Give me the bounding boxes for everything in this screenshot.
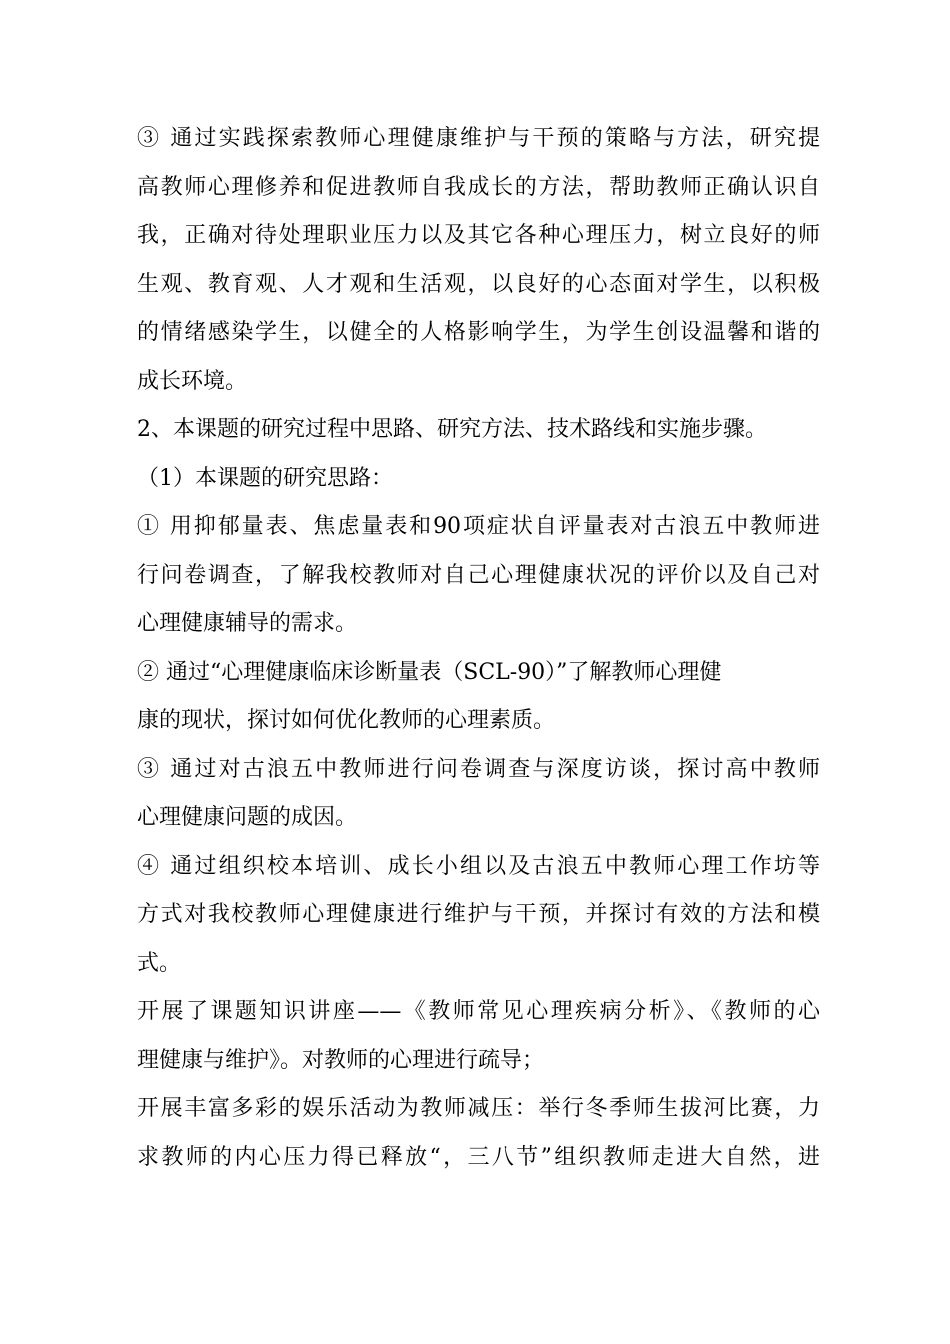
text-line: ③ 通过实践探索教师心理健康维护与干预的策略与方法，研究提 bbox=[137, 126, 820, 151]
text-line: 心理健康辅导的需求。 bbox=[137, 611, 358, 636]
heading-text: （1）本课题的研究思路： bbox=[137, 465, 393, 491]
text-line: 我，正确对待处理职业压力以及其它各种心理压力，树立良好的师 bbox=[137, 223, 820, 248]
text-line: 心理健康问题的成因。 bbox=[137, 805, 358, 830]
text-line: ④ 通过组织校本培训、成长小组以及古浪五中教师心理工作坊等 bbox=[137, 853, 820, 879]
heading-text: 2、本课题的研究过程中思路、研究方法、技术路线和实施步骤。 bbox=[137, 417, 767, 442]
text-line: 的情绪感染学生，以健全的人格影响学生，为学生创设温馨和谐的 bbox=[137, 320, 820, 345]
text-line: 求教师的内心压力得已释放“，三八节”组织教师走进大自然，进 bbox=[137, 1144, 820, 1170]
text-line: 高教师心理修养和促进教师自我成长的方法，帮助教师正确认识自 bbox=[137, 174, 820, 200]
text-line: ① 用抑郁量表、焦虑量表和90项症状自评量表对古浪五中教师进 bbox=[137, 514, 820, 539]
text-line: 方式对我校教师心理健康进行维护与干预，并探讨有效的方法和模 bbox=[137, 902, 820, 927]
paragraph-idea-3 bbox=[137, 746, 820, 843]
text-line: 理健康与维护》。对教师的心理进行疏导； bbox=[137, 1047, 545, 1073]
paragraph-idea-2 bbox=[137, 649, 820, 746]
subsection-1-heading bbox=[137, 455, 820, 504]
document-page bbox=[137, 115, 820, 1182]
text-line: 式。 bbox=[137, 950, 182, 976]
text-line: ② 通过“心理健康临床诊断量表（SCL-90）”了解教师心理健 bbox=[137, 659, 722, 685]
paragraph-idea-4 bbox=[137, 843, 820, 989]
text-line: 生观、教育观、人才观和生活观，以良好的心态面对学生，以积极 bbox=[137, 271, 820, 297]
text-line: 开展了课题知识讲座——《教师常见心理疾病分析》、《教师的心 bbox=[137, 999, 820, 1024]
text-line: 开展丰富多彩的娱乐活动为教师减压：举行冬季师生拔河比赛，力 bbox=[137, 1096, 820, 1121]
paragraph-lectures bbox=[137, 988, 820, 1085]
text-line: ③ 通过对古浪五中教师进行问卷调查与深度访谈，探讨高中教师 bbox=[137, 756, 820, 782]
paragraph-activities bbox=[137, 1085, 820, 1182]
section-2-heading bbox=[137, 406, 820, 455]
paragraph-idea-1 bbox=[137, 503, 820, 649]
text-line: 行问卷调查，了解我校教师对自己心理健康状况的评价以及自己对 bbox=[137, 562, 820, 588]
text-line: 成长环境。 bbox=[137, 368, 248, 394]
paragraph-goal-3 bbox=[137, 115, 820, 406]
text-line: 康的现状，探讨如何优化教师的心理素质。 bbox=[137, 708, 556, 733]
